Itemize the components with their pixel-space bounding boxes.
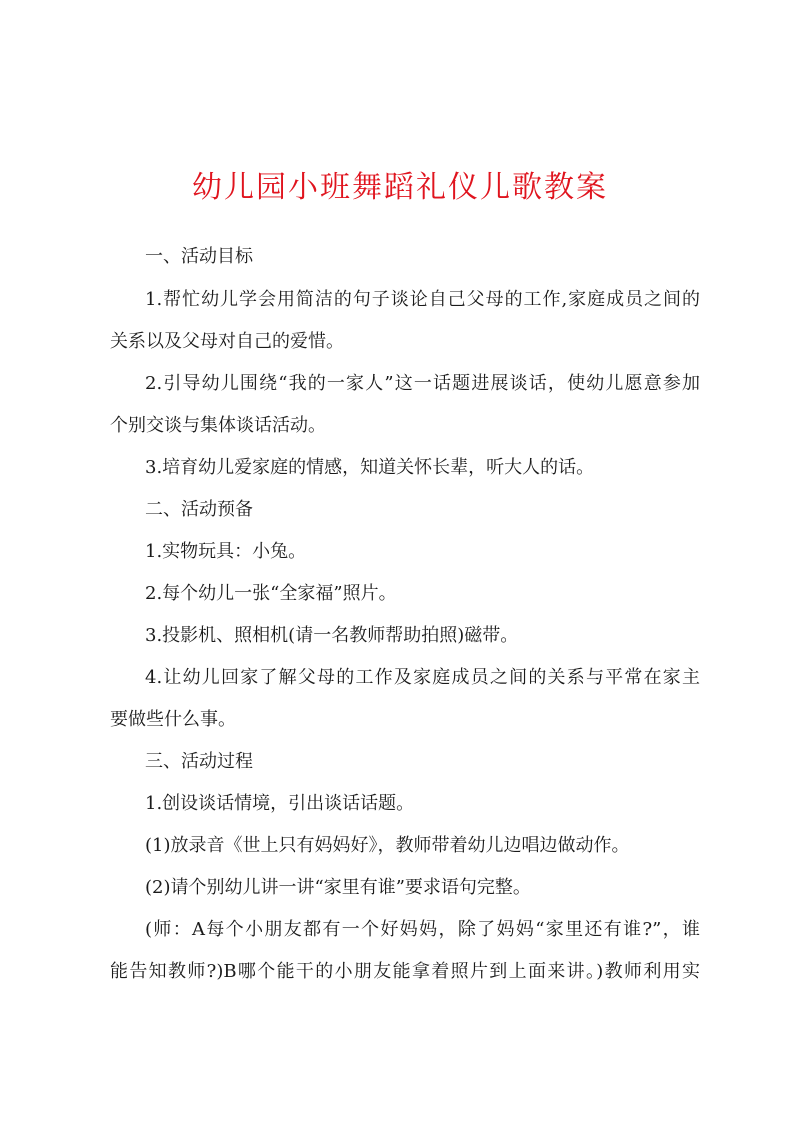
paragraph-line: 3.培育幼儿爱家庭的情感，知道关怀长辈，听大人的话。 xyxy=(145,457,595,478)
paragraph-line: 1.实物玩具：小兔。 xyxy=(145,541,307,562)
paragraph-line: (1)放录音《世上只有妈妈好》，教师带着幼儿边唱边做动作。 xyxy=(145,835,630,856)
paragraph-line: (师：A每个小朋友都有一个好妈妈，除了妈妈“家里还有谁?”，谁 xyxy=(145,919,700,940)
section-heading-process: 三、活动过程 xyxy=(145,751,253,772)
paragraph-line: 2.引导幼儿围绕“我的一家人”这一话题进展谈话，使幼儿愿意参加 xyxy=(145,373,700,394)
paragraph-line: 4.让幼儿回家了解父母的工作及家庭成员之间的关系与平常在家主 xyxy=(145,667,700,688)
section-heading-preparation: 二、活动预备 xyxy=(145,499,253,520)
paragraph-line: 1.创设谈话情境，引出谈话话题。 xyxy=(145,793,415,814)
paragraph-line: 3.投影机、照相机(请一名教师帮助拍照)磁带。 xyxy=(145,625,519,646)
paragraph-line: 个别交谈与集体谈话活动。 xyxy=(110,415,326,436)
paragraph-line: 关系以及父母对自己的爱惜。 xyxy=(110,331,344,352)
section-heading-objectives: 一、活动目标 xyxy=(145,246,253,267)
document-title: 幼儿园小班舞蹈礼仪儿歌教案 xyxy=(192,170,608,205)
paragraph-line: 2.每个幼儿一张“全家福”照片。 xyxy=(145,583,397,604)
paragraph-line: 1.帮忙幼儿学会用简洁的句子谈论自己父母的工作,家庭成员之间的 xyxy=(145,289,700,310)
paragraph-line: (2)请个别幼儿讲一讲“家里有谁”要求语句完整。 xyxy=(145,877,531,898)
paragraph-line: 要做些什么事。 xyxy=(110,709,236,730)
paragraph-line: 能告知教师?)B哪个能干的小朋友能拿着照片到上面来讲。)教师利用实 xyxy=(110,961,700,982)
